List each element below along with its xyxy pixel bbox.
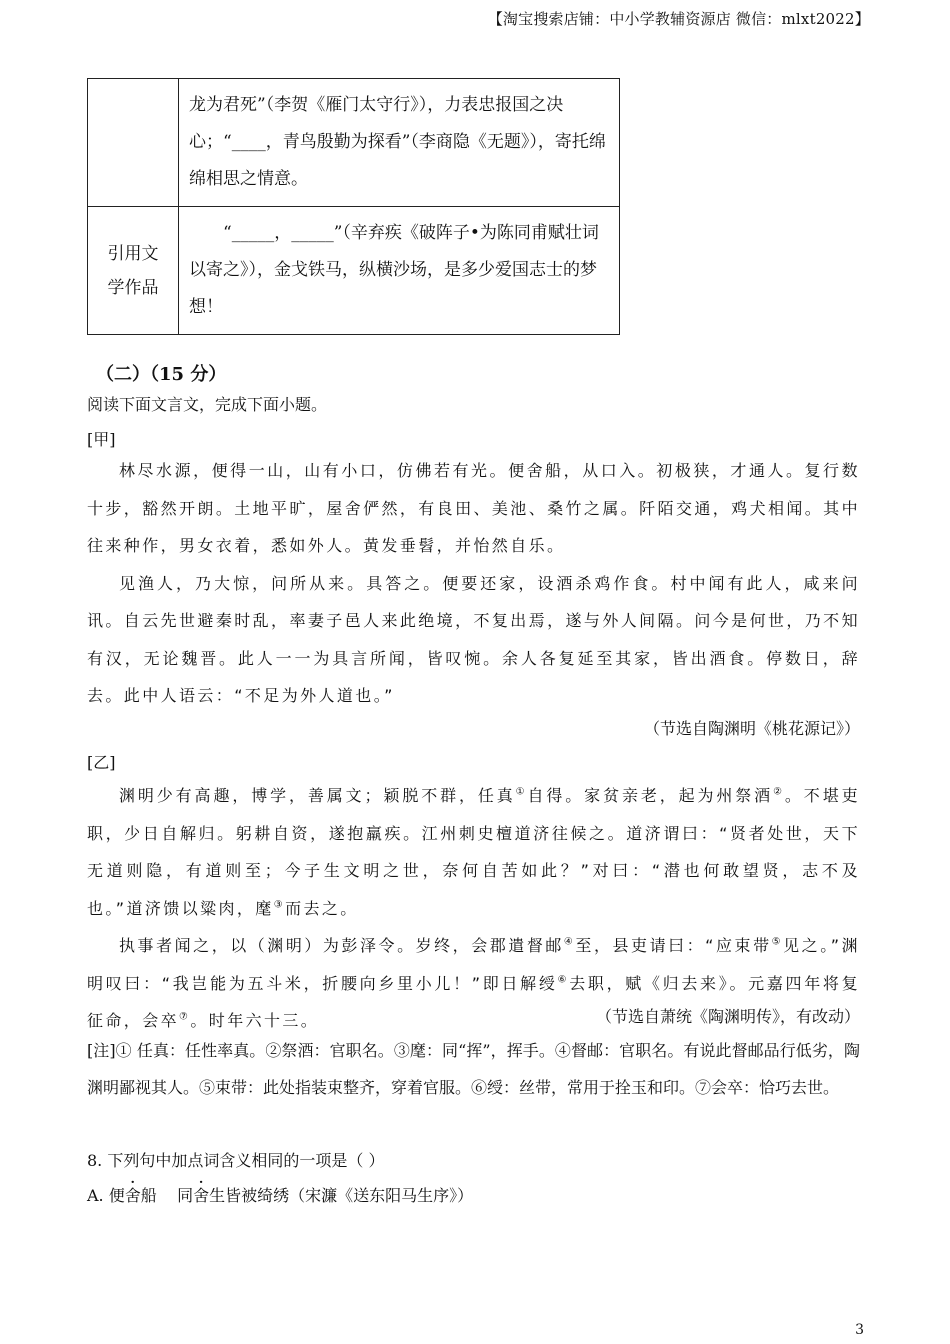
source-jia: （节选自陶渊明《桃花源记》） [643,719,860,738]
question-stem: 8. 下列句中加点词含义相同的一项是（ ） [87,1151,385,1170]
paragraph: 林尽水源，便得一山，山有小口，仿佛若有光。便舍船，从口入。初极狭，才通人。复行数十步，豁然开朗。土地平旷，屋舍俨然，有良田、美池、桑竹之属。阡陌交通，鸡犬相闻。其中往来种作，男女衣着，悉如外人。黄发垂髫，并怡然自乐。 [87,461,860,555]
text-run: 而去之。 [285,898,359,918]
table-category [88,207,179,335]
page-number: 3 [855,1322,864,1338]
note-mark: ⑥ [557,974,570,986]
category-line: 学作品 [107,277,159,298]
page-header: 【淘宝搜索店铺：中小学教辅资源店 微信：mlxt2022】 [487,10,870,28]
option-text: 生皆被绮绣（宋濂《送东阳马生序》） [209,1186,474,1205]
table-cell-text: “_____，_____”（辛弃疾《破阵子•为陈同甫赋壮词以寄之》），金戈铁马，纵横沙场，是多少爱国志士的梦想！ [179,207,620,335]
paragraph [87,777,860,927]
text-run: 执事者闻之，以（渊明）为彭泽令。岁终，会郡遣督邮 [119,936,564,955]
instruction: 阅读下面文言文，完成下面小题。 [87,395,328,414]
text-run: 。时年六十三。 [190,1011,320,1030]
passage-jia [87,452,860,715]
annotations: [注]① 任真：任性率真。②祭酒：官职名。③麾：同“挥”，挥手。④督邮：官职名。有说此督邮品行低劣，陶渊明鄙视其人。⑤束带：此处指装束整齐，穿着官服。⑥绶：丝带，常用于拴玉和印。⑦会卒：恰巧去世。 [87,1041,860,1097]
note-mark: ⑤ [771,936,784,948]
passage-label-yi: [乙] [87,753,116,772]
option-text: 船 同 [140,1186,194,1205]
note-mark: ② [773,786,785,798]
dotted-char: 舍 [124,1186,141,1205]
option-text: A. 便 [87,1186,125,1205]
dotted-char: 舍 [193,1186,210,1205]
text-run: 见之。”渊明叹曰：“我岂能为五斗米，折腰向乡里小儿！”即日解绶 [87,936,860,993]
table-category-empty [88,79,179,207]
option-a[interactable] [87,1183,473,1206]
text-run: 自得。家贫亲老，起为州祭酒 [527,786,774,805]
passage-yi [87,777,860,1040]
text-run: 去职，赋《归去来》。元嘉四年将复征命，会卒 [87,973,860,1030]
table-row [88,79,620,207]
note-mark: ① [515,786,528,798]
table-cell-text: 龙为君死”（李贺《雁门太守行》），力表忠报国之决心；“____，青鸟殷勤为探看”（李商隐《无题》），寄托绵绵相思之情意。 [179,79,620,207]
note-mark: ④ [563,936,576,948]
category-line: 引用文 [107,243,159,264]
source-yi: （节选自萧统《陶渊明传》，有改动） [595,1007,860,1026]
quote-table [87,78,620,335]
text-run: 至，县吏请曰：“应束带 [575,936,772,955]
section-title: （二）（15 分） [96,364,227,385]
note-mark: ⑦ [179,1011,191,1023]
paragraph: 见渔人，乃大惊，问所从来。具答之。便要还家，设酒杀鸡作食。村中闻有此人，咸来问讯。自云先世避秦时乱，率妻子邑人来此绝境，不复出焉，遂与外人间隔。问今是何世，乃不知有汉，无论魏晋。此人一一为具言所闻，皆叹惋。余人各复延至其家，皆出酒食。停数日，辞去。此中人语云：“不足为外人道也。” [87,573,860,705]
note-mark: ③ [273,899,286,911]
passage-label-jia: [甲] [87,430,116,449]
text-run: 渊明少有高趣，博学，善属文；颖脱不群，任真 [119,786,516,805]
table-row [88,207,620,335]
text-run: 。不堪吏职，少日自解归。躬耕自资，遂抱羸疾。江州刺史檀道济往候之。道济谓曰：“贤者处世，天下无道则隐，有道则至；今子生文明之世，奈何自苦如此？”对曰：“潜也何敢望贤，志不及也。”道济馈以粱肉，麾 [87,786,860,918]
